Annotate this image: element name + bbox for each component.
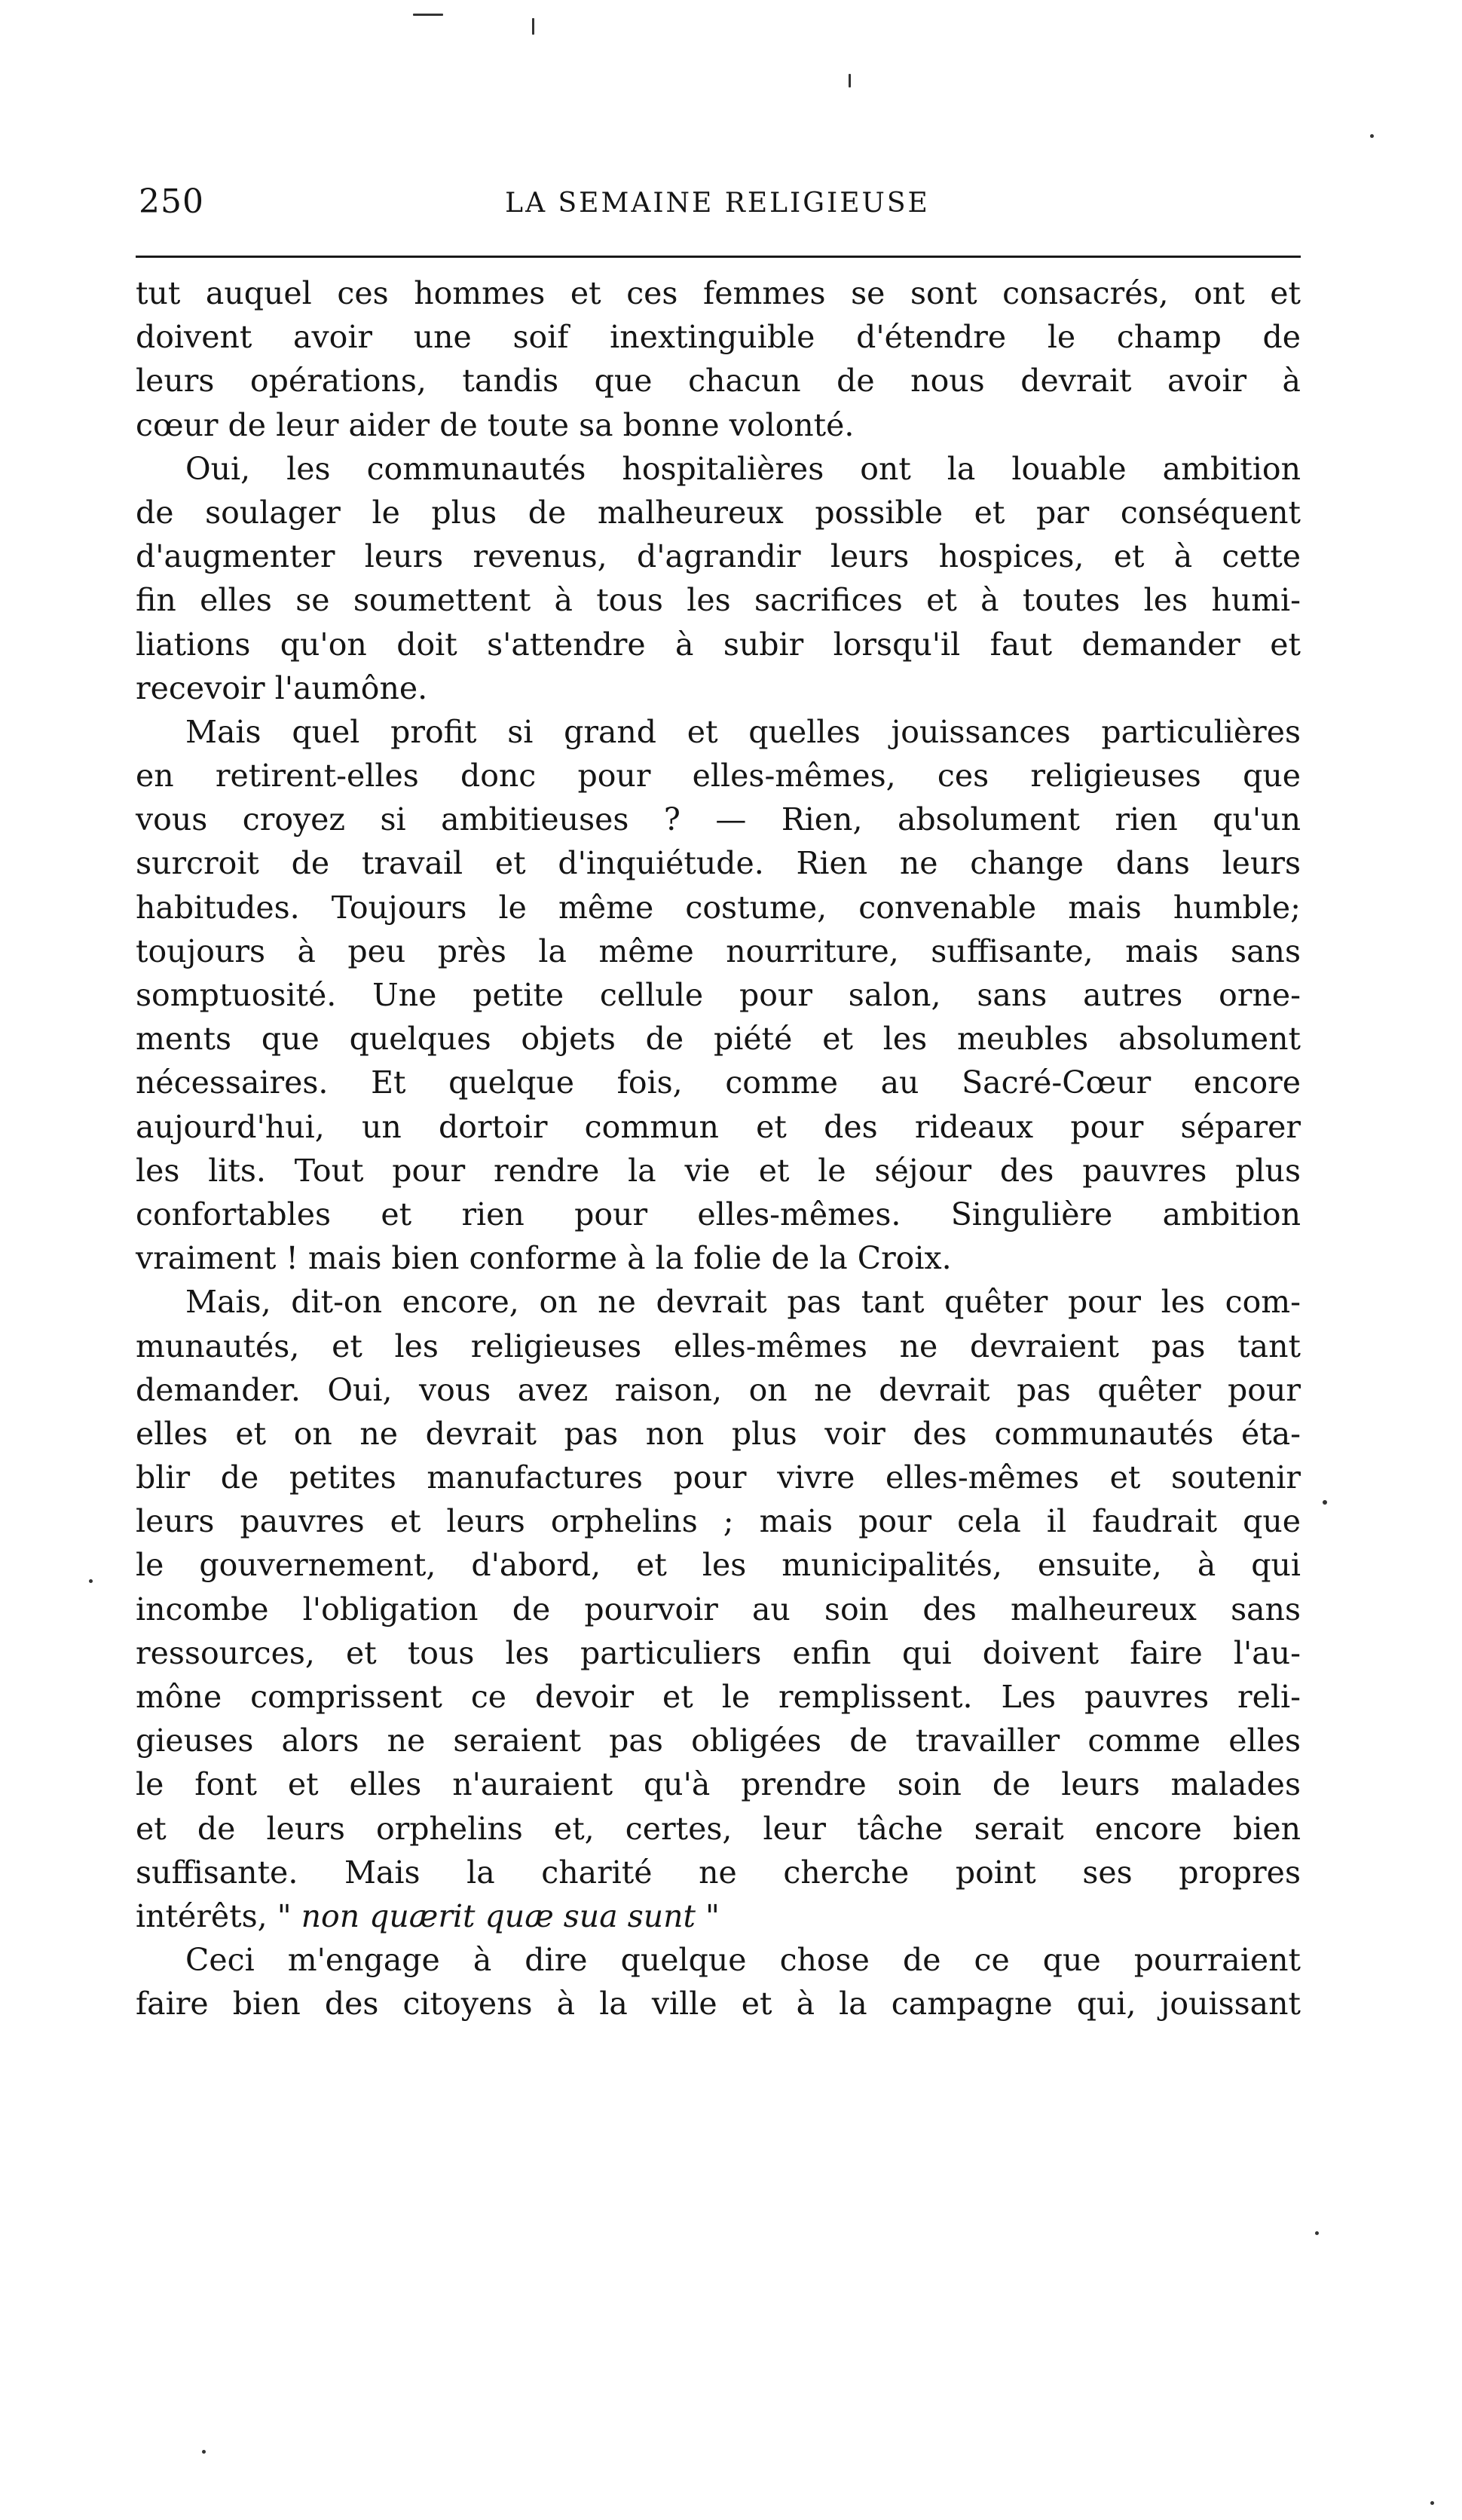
scan-mark (89, 1579, 93, 1583)
text-line: gieuses alors ne seraient pas obligées de travailler comme elles (136, 1722, 1301, 1759)
text-line: les lits. Tout pour rendre la vie et le séjour des pauvres plus (136, 1152, 1301, 1189)
text-line: de soulager le plus de malheureux possible et par conséquent (136, 494, 1301, 531)
text-line: liations qu'on doit s'attendre à subir lorsqu'il faut demander et (136, 626, 1301, 663)
body-text (136, 271, 1301, 2026)
scan-mark (532, 18, 534, 35)
text-line: fin elles se soumettent à tous les sacrifices et à toutes les humi- (136, 582, 1301, 619)
page-number: 250 (139, 182, 204, 221)
text-line: munautés, et les religieuses elles-mêmes ne devraient pas tant (136, 1327, 1301, 1364)
text-line: Mais, dit-on encore, on ne devrait pas tant quêter pour les com- (185, 1284, 1301, 1321)
text-line: Mais quel profit si grand et quelles jouissances particulières (185, 713, 1301, 750)
text-line: cœur de leur aider de toute sa bonne volonté. (136, 406, 855, 443)
header-rule (136, 256, 1301, 258)
paragraph (136, 710, 1301, 1280)
text-line: Oui, les communautés hospitalières ont la louable ambition (185, 450, 1301, 487)
paragraph (136, 447, 1301, 710)
text-line: et de leurs orphelins et, certes, leur tâche serait encore bien (136, 1810, 1301, 1847)
text-line: le font et elles n'auraient qu'à prendre soin de leurs malades (136, 1766, 1301, 1803)
text-line: faire bien des citoyens à la ville et à la campagne qui, jouissant (136, 1986, 1301, 2022)
text-line: d'augmenter leurs revenus, d'agrandir leurs hospices, et à cette (136, 538, 1301, 575)
text-line: confortables et rien pour elles-mêmes. Singulière ambition (136, 1196, 1301, 1232)
text-line: toujours à peu près la même nourriture, suffisante, mais sans (136, 932, 1301, 969)
text-line: doivent avoir une soif inextinguible d'étendre le champ de (136, 319, 1301, 356)
text-line: aujourd'hui, un dortoir commun et des rideaux pour séparer (136, 1108, 1301, 1145)
running-title: LA SEMAINE RELIGIEUSE (505, 188, 930, 219)
paragraph (136, 1938, 1301, 2025)
text-fragment: intérêts, (136, 1897, 268, 1934)
text-line: vous croyez si ambitieuses ? — Rien, absolument rien qu'un (136, 801, 1301, 838)
text-line: blir de petites manufactures pour vivre elles-mêmes et soutenir (136, 1459, 1301, 1496)
text-line: leurs opérations, tandis que chacun de nous devrait avoir à (136, 363, 1301, 400)
text-line: Ceci m'engage à dire quelque chose de ce que pourraient (185, 1942, 1301, 1979)
scan-mark (1315, 2231, 1319, 2235)
scan-mark (1430, 2501, 1434, 2505)
text-line: elles et on ne devrait pas non plus voir des communautés éta- (136, 1415, 1301, 1452)
text-line: somptuosité. Une petite cellule pour salon, sans autres orne- (136, 977, 1301, 1013)
text-line: le gouvernement, d'abord, et les municipalités, ensuite, à qui (136, 1547, 1301, 1584)
text-line: en retirent-elles donc pour elles-mêmes, ces religieuses que (136, 758, 1301, 795)
scan-mark (202, 2450, 206, 2454)
text-line: recevoir l'aumône. (136, 669, 428, 706)
text-line: nécessaires. Et quelque fois, comme au Sacré-Cœur encore (136, 1064, 1301, 1101)
text-line: habitudes. Toujours le même costume, convenable mais humble; (136, 889, 1301, 926)
text-line: demander. Oui, vous avez raison, on ne devrait pas quêter pour (136, 1371, 1301, 1408)
text-line-with-quote (136, 1894, 1301, 1938)
latin-quote: " non quærit quæ sua sunt " (277, 1897, 720, 1934)
page-header (134, 179, 1301, 232)
paragraph (136, 1280, 1301, 1938)
text-line: suffisante. Mais la charité ne cherche point ses propres (136, 1854, 1301, 1891)
scan-mark (1323, 1500, 1327, 1505)
text-line: ressources, et tous les particuliers enfin qui doivent faire l'au- (136, 1634, 1301, 1671)
scan-mark (849, 74, 851, 87)
text-line: ments que quelques objets de piété et les meubles absolument (136, 1021, 1301, 1058)
scan-mark (1370, 134, 1374, 138)
text-line: incombe l'obligation de pourvoir au soin des malheureux sans (136, 1591, 1301, 1627)
text-line: mône comprissent ce devoir et le remplissent. Les pauvres reli- (136, 1679, 1301, 1715)
text-line: surcroit de travail et d'inquiétude. Rien ne change dans leurs (136, 845, 1301, 882)
paragraph (136, 271, 1301, 447)
text-line: leurs pauvres et leurs orphelins ; mais pour cela il faudrait que (136, 1503, 1301, 1540)
text-line: vraiment ! mais bien conforme à la folie de la Croix. (136, 1240, 952, 1277)
text-line: tut auquel ces hommes et ces femmes se sont consacrés, ont et (136, 275, 1301, 311)
scan-mark (413, 14, 443, 16)
